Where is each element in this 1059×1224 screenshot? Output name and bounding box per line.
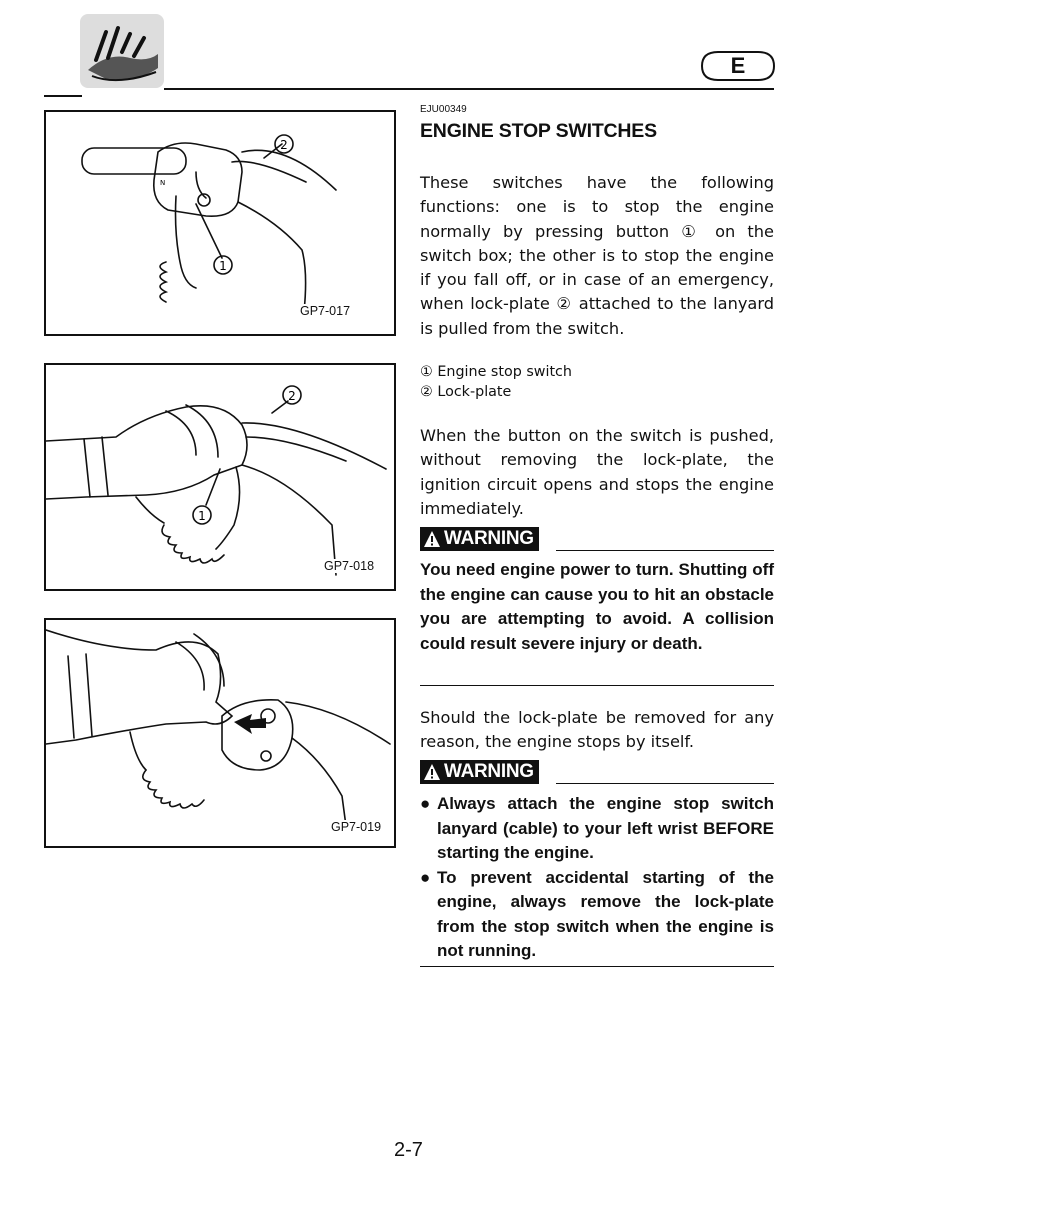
bullet-icon: ●: [420, 794, 431, 813]
figure-code: GP7-017: [300, 304, 351, 318]
remove-lockplate-illustration: [46, 620, 394, 846]
header-rule-left: [44, 95, 82, 97]
callout-1: 1: [198, 509, 206, 523]
section-title: ENGINE STOP SWITCHES: [420, 120, 657, 142]
warning-2-item-text: Always attach the engine stop switch lanyard (cable) to your left wrist BEFORE starting the engine.: [437, 794, 774, 862]
lockplate-paragraph: Should the lock-plate be removed for any reason, the engine stops by itself.: [420, 708, 774, 752]
switch-n-label: N: [160, 179, 166, 187]
warning-banner: [420, 760, 774, 786]
figure-handlebar-switch: [44, 110, 396, 336]
warning-2-item-text: To prevent accidental starting of the engine, always remove the lock-plate from the stop switch when the engine is not running.: [437, 867, 774, 960]
section-code: EJU00349: [420, 104, 467, 115]
language-badge: E: [730, 53, 746, 78]
figure-removing-lock-plate: [44, 618, 396, 848]
warning-label: WARNING: [444, 761, 534, 782]
legend-item: ② Lock-plate: [420, 384, 512, 400]
jet-ski-logo-icon: [78, 12, 166, 90]
warning-banner-rule: [556, 550, 774, 551]
warning-label: WARNING: [444, 528, 534, 549]
legend-item: ① Engine stop switch: [420, 364, 572, 380]
warning-banner-rule: [556, 783, 774, 784]
warning-triangle-icon: [423, 763, 441, 781]
warning-label-box: [420, 760, 539, 784]
warning-label-box: [420, 527, 539, 551]
figure-code: GP7-018: [324, 559, 375, 573]
handlebar-switch-illustration: [46, 112, 394, 334]
intro-paragraph: These switches have the following functions: one is to stop the engine normally by pressing button ① on the switch box; the other is to stop the engine if you fall off, or in case of an emergency, when lock-plate ② attached to the lanyard is pulled from the switch.: [420, 173, 774, 338]
callout-1: 1: [219, 259, 227, 273]
button-paragraph: When the button on the switch is pushed, without removing the lock-plate, the ignition circuit opens and stops the engine immediately.: [420, 426, 774, 518]
callout-2: 2: [280, 138, 288, 152]
warning-triangle-icon: [423, 530, 441, 548]
callout-2: 2: [288, 389, 296, 403]
warning-2-end-rule: [420, 966, 774, 967]
legend-list: [420, 362, 774, 402]
bullet-icon: ●: [420, 867, 431, 887]
hand-lanyard-illustration: [46, 365, 394, 589]
warning-2-item: [420, 866, 774, 964]
warning-1-end-rule: [420, 685, 774, 686]
header-rule-right: [164, 88, 774, 90]
figure-code: GP7-019: [331, 820, 382, 834]
warning-1-text: You need engine power to turn. Shutting off the engine can cause you to hit an obstacle you are attempting to avoid. A collision could result severe injury or death.: [420, 560, 774, 653]
warning-2-list: [420, 792, 774, 964]
warning-2-item: [420, 792, 774, 866]
figure-hand-with-lanyard: [44, 363, 396, 591]
warning-banner: [420, 527, 774, 553]
page-number: 2-7: [394, 1139, 423, 1161]
